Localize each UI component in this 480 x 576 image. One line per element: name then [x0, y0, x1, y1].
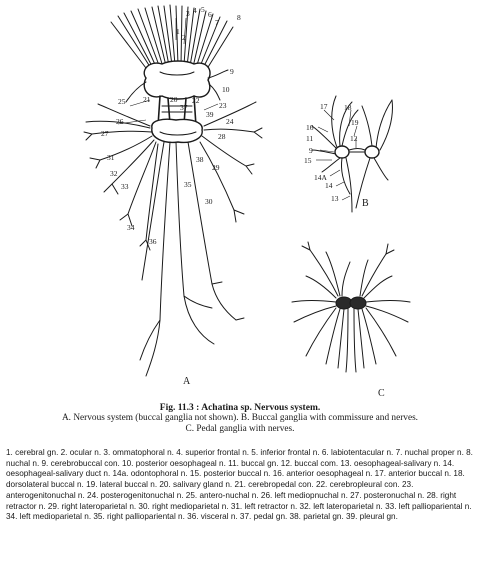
label-a-30: 30	[205, 197, 213, 206]
label-a-23: 23	[219, 101, 227, 110]
label-a-21: 21	[143, 95, 151, 104]
caption-species: Achatina sp.	[201, 403, 252, 413]
label-a-3: 3	[186, 9, 190, 18]
label-a-10: 10	[222, 85, 230, 94]
left-buccal-ganglion	[335, 146, 349, 158]
visceral-nerves	[140, 142, 244, 376]
caption-title-suffix: Nervous system.	[251, 403, 321, 413]
panel-c-letter: C	[378, 388, 385, 399]
label-a-20: 20	[170, 95, 178, 104]
pedal-ganglion-mass	[152, 119, 202, 142]
label-b-17: 17	[320, 102, 328, 111]
label-a-31: 31	[107, 153, 115, 162]
label-b-14a: 14A	[314, 173, 327, 182]
label-a-4: 4	[193, 6, 197, 15]
caption-title-prefix: Fig. 11.3 :	[159, 403, 202, 413]
label-a-36: 36	[149, 237, 157, 246]
label-b-19: 19	[351, 118, 359, 127]
caption-line-2: C. Pedal ganglia with nerves.	[185, 424, 295, 434]
label-a-24: 24	[226, 117, 234, 126]
label-b-16: 16	[306, 123, 314, 132]
label-a-38: 38	[196, 155, 204, 164]
label-b-9: 9	[309, 146, 313, 155]
label-b-18: 18	[344, 103, 352, 112]
label-a-37: 37	[180, 103, 188, 112]
label-a-2: 2	[182, 33, 186, 42]
right-buccal-ganglion	[365, 146, 379, 158]
cerebral-ganglion	[144, 61, 210, 99]
label-a-22: 22	[192, 96, 200, 105]
panel-a-letter: A	[183, 376, 191, 387]
label-b-11: 11	[306, 134, 314, 143]
right-pedal-ganglion	[350, 297, 366, 309]
label-b-12: 12	[350, 134, 358, 143]
label-a-32: 32	[110, 169, 118, 178]
panel-b-letter: B	[362, 198, 369, 209]
panel-b-diagram	[304, 96, 393, 212]
label-a-5: 5	[201, 5, 205, 14]
label-a-27: 27	[101, 129, 109, 138]
label-a-7: 7	[215, 18, 219, 27]
caption-title	[0, 403, 480, 413]
label-a-9: 9	[230, 67, 234, 76]
label-a-6: 6	[208, 10, 212, 19]
label-a-39: 39	[206, 110, 214, 119]
label-a-1: 1	[176, 27, 180, 36]
label-a-8: 8	[237, 13, 241, 22]
label-a-34: 34	[127, 223, 135, 232]
panel-a-diagram	[84, 5, 262, 387]
panel-c-diagram	[292, 242, 410, 399]
label-b-14: 14	[325, 181, 333, 190]
label-a-33: 33	[121, 182, 129, 191]
label-b-13: 13	[331, 194, 339, 203]
label-a-28: 28	[218, 132, 226, 141]
figure-legend	[6, 448, 474, 523]
caption-line-1: A. Nervous system (buccal ganglia not shown). B. Buccal ganglia with commissure and nerves.	[61, 413, 419, 423]
label-a-25: 25	[118, 97, 126, 106]
label-a-26: 26	[116, 117, 124, 126]
label-b-15: 15	[304, 156, 312, 165]
label-a-29: 29	[212, 163, 220, 172]
label-a-35: 35	[184, 180, 192, 189]
figure-caption	[0, 403, 480, 435]
legend-text: 1. cerebral gn. 2. ocular n. 3. ommatophoral n. 4. superior frontal n. 5. inferior frontal n. 6. labiotentacular n. 7. nuchal proper n. 8. nuchal n. 9. cerebrobuccal con. 10. posterior oesophageal n. 11. buccal gn. 12. buccal com. 13. oesophageal-salivary n. 14. oesophageal-salivary duct n. 14a. odontophoral n. 15. posterior buccal n. 16. anterior oesophageal n. 17. anterior buccal n. 18. dorsolateral buccal n. 19. lateral buccal n. 20. salivary gland n. 21. cerebropedal con. 22. cerebropleural con. 23. anterogenitonuchal n. 24. posterogenitonuchal n. 25. antero-nuchal n. 26. left mediopnuchal n. 27. posteronuchal n. 28. right retractor n. 29. right lateroparietal n. 30. right medioparietal n. 31. left retractor n. 32. left lateroparietal n. 33. left palliopariental n. 34. left medioparietal n. 35. right palliopariental n. 36. visceral n. 37. pedal gn. 38. parietal gn. 39. pleural gn.	[6, 448, 473, 522]
